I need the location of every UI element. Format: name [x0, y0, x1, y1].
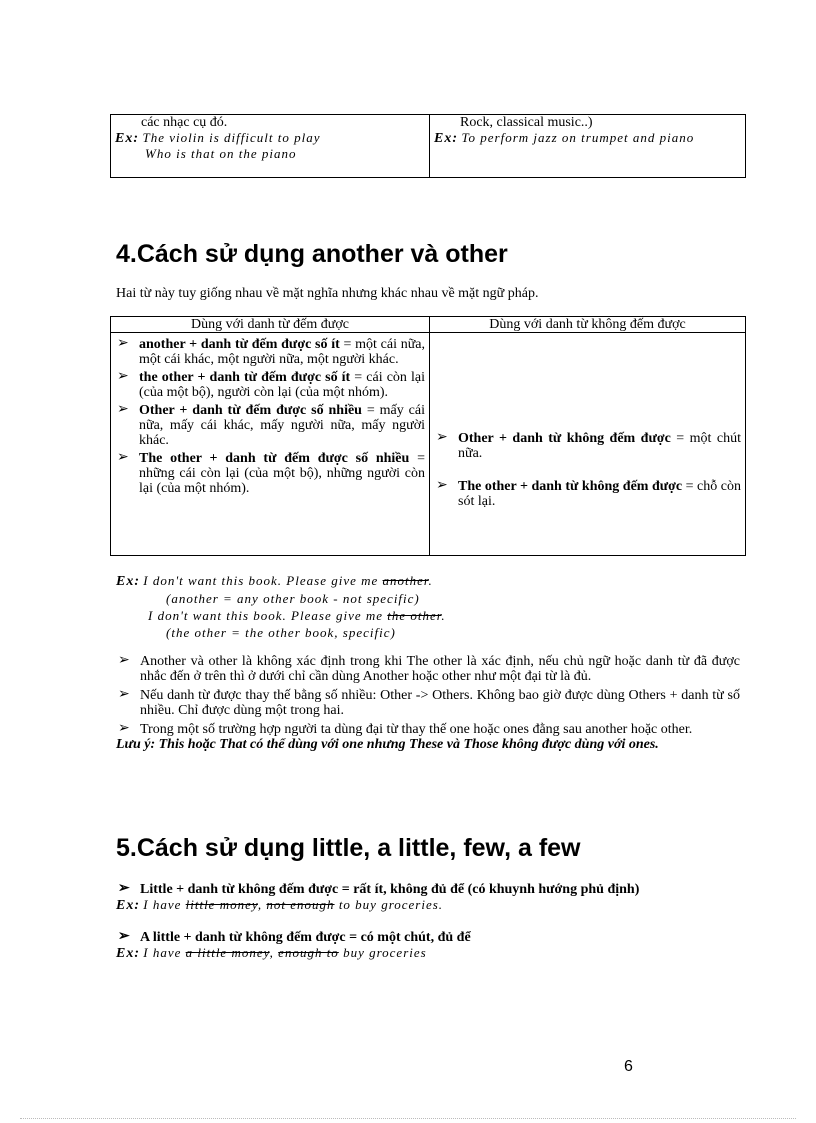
example-note: (the other = the other book, specific) [166, 625, 396, 640]
arrow-bullet-icon: ➢ [118, 721, 130, 736]
arrow-bullet-icon: ➢ [436, 478, 448, 493]
another-examples: Ex: I don't want this book. Please give me another. (another = any other book - not specific) I don't want this book. Please give me the other. (the other = the other book, specific) [116, 572, 756, 641]
example-note: (another = any other book - not specific) [166, 591, 420, 606]
uncountable-item: ➢ The other + danh từ không đếm được = chỗ còn sót lại. [436, 478, 741, 509]
right-example-1: To perform jazz on trumpet and piano [461, 130, 695, 145]
countable-cell [111, 333, 430, 556]
ex-label: Ex: [116, 946, 140, 961]
ex-label: Ex: [434, 131, 458, 146]
left-example-1: The violin is difficult to play [142, 130, 321, 145]
right-line: Rock, classical music..) [460, 115, 593, 130]
ex-label: Ex: [116, 898, 140, 913]
arrow-bullet-icon: ➢ [117, 369, 129, 384]
note-item: ➢ Trong một số trường hợp người ta dùng đại từ thay thế one hoặc ones đằng sau another hoặc other. [118, 721, 693, 737]
little-item: ➢ Little + danh từ không đếm được = rất ít, không đủ để (có khuynh hướng phủ định) [118, 881, 640, 897]
page-number: 6 [624, 1058, 633, 1075]
continuation-right-cell [430, 115, 746, 178]
notes-list [116, 654, 740, 752]
countable-item: ➢ The other + danh từ đếm được số nhiều = những cái còn lại (của một bộ), những người còn lại (của một nhóm). [117, 450, 425, 496]
little-example: Ex: I have little money, not enough to buy groceries. [116, 897, 444, 913]
arrow-bullet-icon: ➢ [436, 430, 448, 445]
another-other-table [110, 316, 746, 556]
note-item: ➢ Nếu danh từ được thay thế bằng số nhiều: Other -> Others. Không bao giờ được dùng Others + danh từ số nhiều. Chỉ được dùng một trong hai. [118, 687, 740, 718]
continuation-left-cell [111, 115, 430, 178]
countable-item: ➢ Other + danh từ đếm được số nhiều = mấy cái nữa, mấy cái khác, mấy người nữa, mấy người khác. [117, 402, 425, 448]
page-bottom-divider [20, 1118, 796, 1119]
example-word: another [382, 573, 429, 588]
caution-note: Lưu ý: This hoặc That có thể dùng với one nhưng These và Those không được dùng với ones. [116, 737, 659, 752]
arrow-bullet-icon: ➢ [118, 653, 130, 668]
arrow-bullet-icon: ➢ [118, 881, 130, 896]
section-5-title: 5.Cách sử dụng little, a little, few, a few [116, 834, 581, 862]
left-example-2: Who is that on the piano [145, 146, 297, 161]
arrow-bullet-icon: ➢ [118, 687, 130, 702]
a-little-example: Ex: I have a little money, enough to buy groceries [116, 945, 427, 961]
section-4-title: 4.Cách sử dụng another và other [116, 240, 508, 268]
arrow-bullet-icon: ➢ [117, 450, 129, 465]
little-section [116, 882, 740, 962]
arrow-bullet-icon: ➢ [117, 402, 129, 417]
a-little-item: ➢ A little + danh từ không đếm được = có một chút, đủ để [118, 929, 471, 945]
uncountable-cell [430, 333, 746, 556]
col1-header: Dùng với danh từ đếm được [111, 317, 430, 333]
continuation-table [110, 114, 746, 178]
ex-label: Ex: [116, 574, 140, 589]
note-item: ➢ Another và other là không xác định trong khi The other là xác định, nếu chủ ngữ hoặc danh từ đã được nhắc đến ở trên thì ở dưới chỉ cần dùng Another hoặc other như một đại từ là đủ. [118, 653, 740, 684]
example-word: the other [387, 608, 442, 623]
arrow-bullet-icon: ➢ [117, 336, 129, 351]
countable-item: ➢ the other + danh từ đếm được số ít = cái còn lại (của một bộ), người còn lại (của một nhóm). [117, 369, 425, 400]
section-4-intro: Hai từ này tuy giống nhau về mặt nghĩa nhưng khác nhau về mặt ngữ pháp. [116, 286, 539, 301]
left-line: các nhạc cụ đó. [141, 115, 228, 130]
col2-header: Dùng với danh từ không đếm được [430, 317, 746, 333]
arrow-bullet-icon: ➢ [118, 929, 130, 944]
ex-label: Ex: [115, 131, 139, 146]
uncountable-item: ➢ Other + danh từ không đếm được = một chút nữa. [436, 430, 741, 461]
countable-item: ➢ another + danh từ đếm được số ít = một cái nữa, một cái khác, một người nữa, một người khác. [117, 336, 425, 367]
